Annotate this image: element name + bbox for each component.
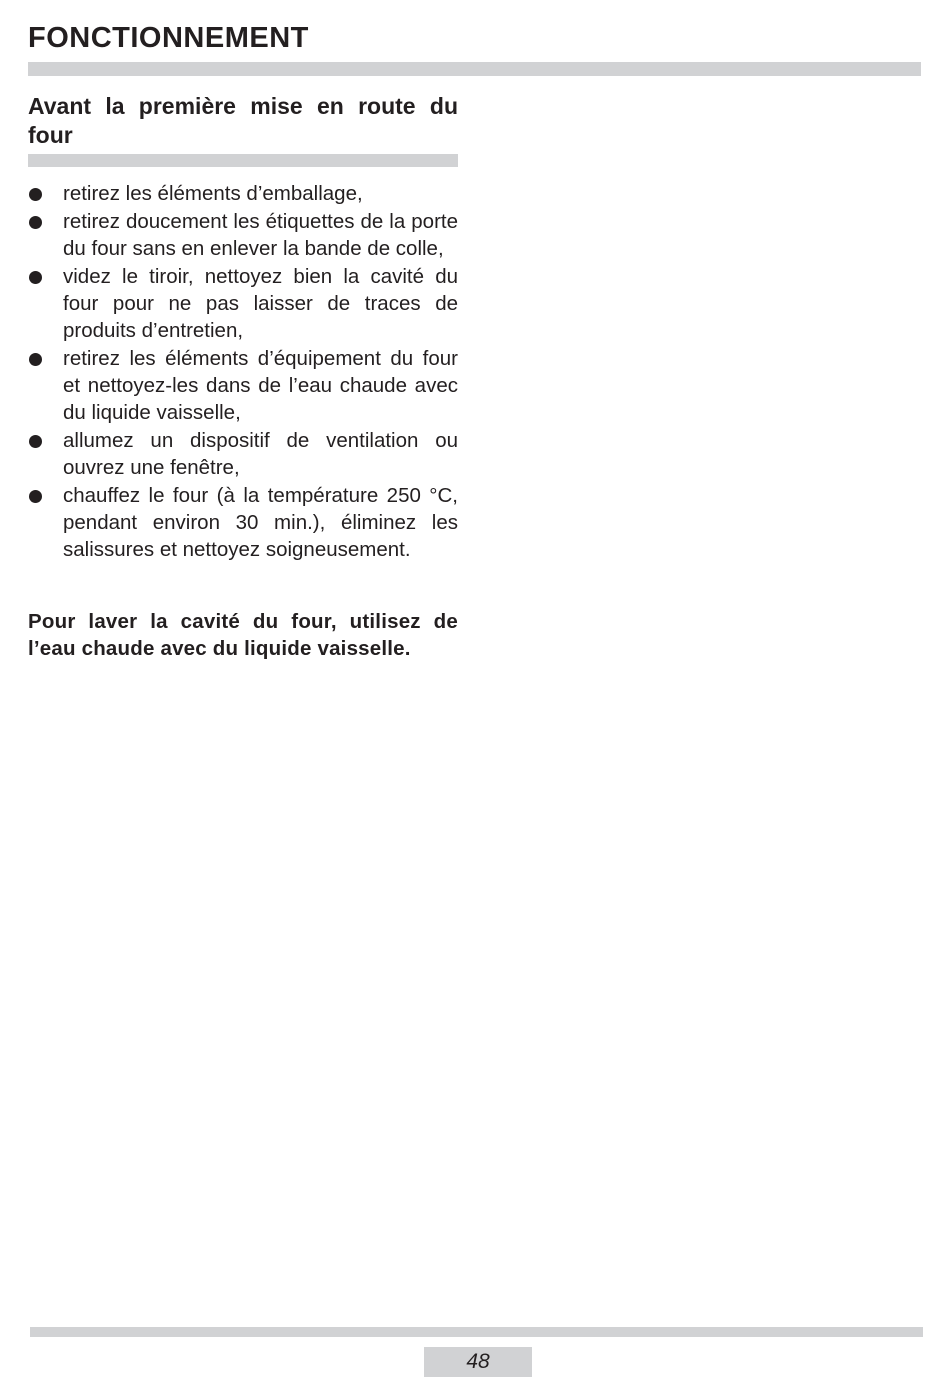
header-divider: [28, 62, 921, 76]
list-item: [28, 264, 458, 344]
list-item-text: retirez les éléments d’emballage,: [63, 182, 363, 205]
list-item: [28, 483, 458, 563]
section-divider: [28, 154, 458, 167]
bullet-icon: [29, 271, 42, 284]
section-before-first-use: [28, 92, 458, 662]
section-heading: Avant la première mise en route du four: [28, 93, 458, 148]
list-item: [28, 346, 458, 426]
page-number-box: [424, 1347, 532, 1377]
list-item: [28, 209, 458, 263]
bullet-icon: [29, 188, 42, 201]
bullet-icon: [29, 353, 42, 366]
list-item: [28, 428, 458, 482]
list-item-text: chauffez le four (à la température 250 °C, pendant environ 30 min.), éliminez les salissures et nettoyez soigneusement.: [63, 484, 458, 561]
bullet-icon: [29, 216, 42, 229]
list-item: [28, 181, 458, 208]
page-number: 48: [466, 1350, 490, 1373]
instruction-list: [28, 181, 458, 564]
bullet-icon: [29, 490, 42, 503]
bullet-icon: [29, 435, 42, 448]
cleaning-note: Pour laver la cavité du four, utilisez de l’eau chaude avec du liquide vaisselle.: [28, 609, 458, 660]
list-item-text: retirez doucement les étiquettes de la porte du four sans en enlever la bande de colle,: [63, 210, 458, 261]
list-item-text: retirez les éléments d’équipement du four et nettoyez-les dans de l’eau chaude avec du liquide vaisselle,: [63, 347, 458, 424]
list-item-text: allumez un dispositif de ventilation ou ouvrez une fenêtre,: [63, 429, 458, 479]
footer-divider: [30, 1327, 923, 1337]
list-item-text: videz le tiroir, nettoyez bien la cavité du four pour ne pas laisser de traces de produits d’entretien,: [63, 265, 458, 342]
page-title: FONCTIONNEMENT: [28, 22, 309, 54]
